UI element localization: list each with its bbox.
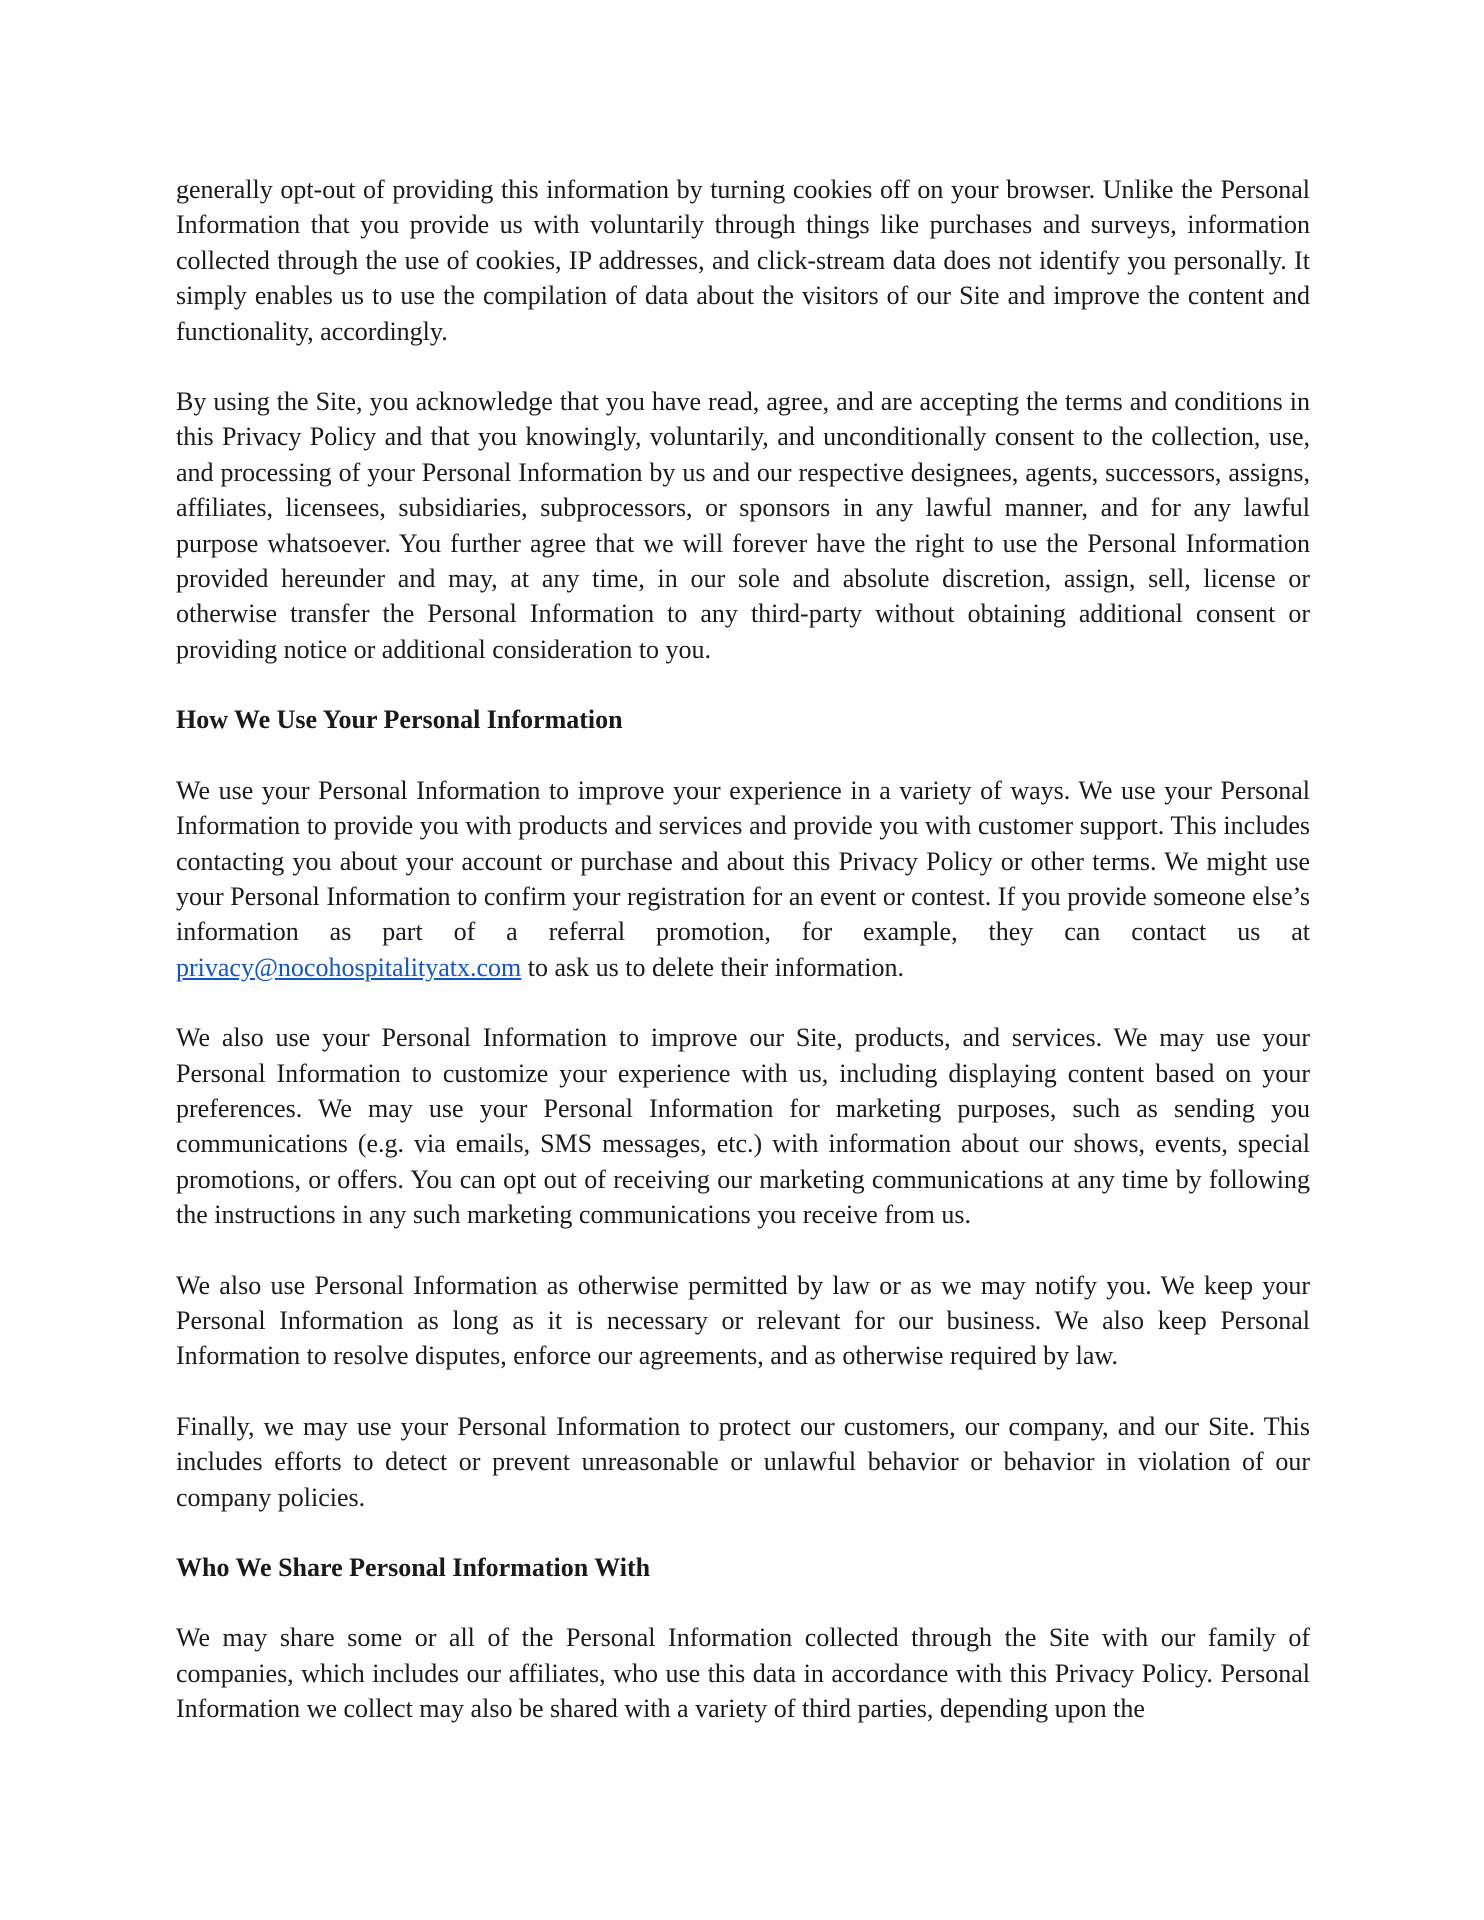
paragraph-improve-site: We also use your Personal Information to improve our Site, products, and services. We may use your Personal Information to customize your experience with us, including displaying content based on your preferences. We may use your Personal Information for marketing purposes, such as sending you communications (e.g. via emails, SMS messages, etc.) with information about our shows, events, special promotions, or offers. You can opt out of receiving our marketing communications at any time by following the instructions in any such marketing communications you receive from us. xyxy=(176,1023,1310,1230)
paragraph-cookies-optout: generally opt-out of providing this information by turning cookies off on your browser. Unlike the Personal Information that you provide us with voluntarily through things like purchases and surveys, information collected through the use of cookies, IP addresses, and click-stream data does not identify you personally. It simply enables us to use the compilation of data about the visitors of our Site and improve the content and functionality, accordingly. xyxy=(176,175,1310,346)
section-heading-who-we-share: Who We Share Personal Information With xyxy=(176,1553,651,1582)
paragraph-text-after-link: to ask us to delete their information. xyxy=(521,952,904,982)
paragraph-permitted-by-law: We also use Personal Information as otherwise permitted by law or as we may notify you. We keep your Personal Information as long as it is necessary or relevant for our business. We also keep Personal Information to resolve disputes, enforce our agreements, and as otherwise required by law. xyxy=(176,1270,1310,1371)
document-page xyxy=(176,172,1310,1762)
privacy-email-link[interactable]: privacy@nocohospitalityatx.com xyxy=(176,952,522,982)
paragraph-text-before-link: We use your Personal Information to improve your experience in a variety of ways. We use your Personal Information to provide you with products and services and provide you with customer support. This includes contacting you about your account or purchase and about this Privacy Policy or other terms. We might use your Personal Information to confirm your registration for an event or contest. If you provide someone else’s information as part of a referral promotion, for example, they can contact us at xyxy=(176,775,1310,947)
paragraph-use-experience xyxy=(176,773,1310,985)
paragraph-protect-customers: Finally, we may use your Personal Information to protect our customers, our company, and our Site. This includes efforts to detect or prevent unreasonable or unlawful behavior or behavior in violation of our company policies. xyxy=(176,1411,1310,1512)
paragraph-share-family: We may share some or all of the Personal Information collected through the Site with our family of companies, which includes our affiliates, who use this data in accordance with this Privacy Policy. Personal Information we collect may also be shared with a variety of third parties, depending upon the xyxy=(176,1623,1310,1724)
section-heading-how-we-use: How We Use Your Personal Information xyxy=(176,705,623,735)
paragraph-consent: By using the Site, you acknowledge that you have read, agree, and are accepting the terms and conditions in this Privacy Policy and that you knowingly, voluntarily, and unconditionally consent to the collection, use, and processing of your Personal Information by us and our respective designees, agents, successors, assigns, affiliates, licensees, subsidiaries, subprocessors, or sponsors in any lawful manner, and for any lawful purpose whatsoever. You further agree that we will forever have the right to use the Personal Information provided hereunder and may, at any time, in our sole and absolute discretion, assign, sell, license or otherwise transfer the Personal Information to any third-party without obtaining additional consent or providing notice or additional consideration to you. xyxy=(176,387,1310,664)
